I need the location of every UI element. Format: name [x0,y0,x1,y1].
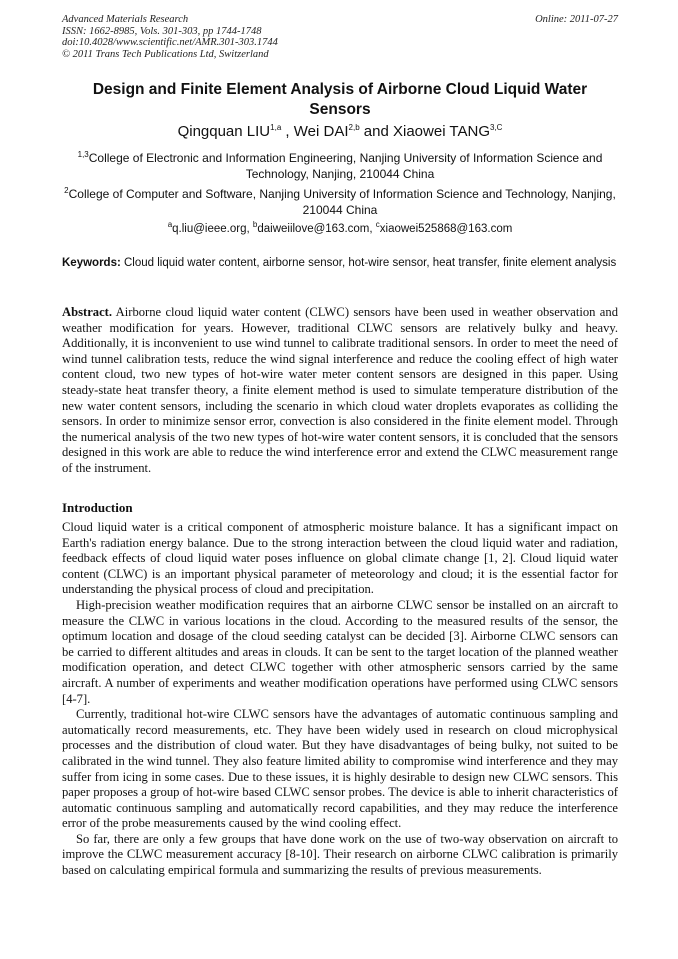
keywords-text: Cloud liquid water content, airborne sensor, hot-wire sensor, heat transfer, finite element analysis [120,257,617,269]
doi-line: doi:10.4028/www.scientific.net/AMR.301-303.1744 [62,37,278,48]
abstract-label: Abstract. [62,305,113,319]
affiliation-2 [62,186,618,218]
email-link[interactable]: daiweiilove@163.com, [257,223,376,235]
author-affil-mark: 3,C [489,123,503,132]
author-emails [62,221,618,237]
affil-mark: 1,3 [77,150,89,159]
paragraph: So far, there are only a few groups that have done work on the use of two-way observation on aircraft to improve the CLWC measurement accuracy [8-10]. Their research on airborne CLWC calibration is primarily based on calculating empirical formula and summarizing the results of previous measurements. [62,831,618,878]
paper-title: Design and Finite Element Analysis of Airborne Cloud Liquid Water Sensors [92,81,588,118]
abstract-block [62,305,618,477]
affiliation-1 [62,150,618,182]
author-affil-mark: 2,b [348,123,360,132]
running-header [62,14,618,60]
author-name: Qingquan LIU [177,123,271,140]
email-mark: a [167,220,173,230]
journal-name: Advanced Materials Research [62,14,189,25]
paragraph: High-precision weather modification requires that an airborne CLWC sensor be installed on an aircraft to measure the CLWC in various locations in the cloud. According to the measured results of the sensor, the optimum location and dosage of the cloud seeding catalyst can be decided [3]. Airborne CLWC sensors can be carried to different altitudes and areas in clouds. It can be sent to the target location of the planned weather modification operation, and detect CLWC together with other atmospheric sensors carried by the same aircraft. A number of experiments and weather modification operations have performed using CLWC sensors [4-7]. [62,597,618,706]
author-name: , Wei DAI [281,123,349,140]
affil-text: College of Computer and Software, Nanjing University of Information Science and Technology, Nanjing, 210044 China [68,187,616,217]
email-link[interactable]: xiaowei525868@163.com [379,223,513,235]
issn-line: ISSN: 1662-8985, Vols. 301-303, pp 1744-1748 [62,25,262,37]
paragraph: Cloud liquid water is a critical component of atmospheric moisture balance. It has a significant impact on Earth's radiation energy balance. Due to the strong interaction between the cloud liquid water and radiation, feedback effects of cloud liquid water poses influence on global climate change [1, 2]. Cloud liquid water content (CLWC) is an important physical parameter of meteorology and cloud; it is the essential factor for understanding the physical process of cloud and precipitation. [62,520,618,597]
keywords-block [62,256,618,271]
author-name: and Xiaowei TANG [359,123,490,140]
online-date: Online: 2011-07-27 [535,14,618,25]
author-list [62,122,618,142]
affil-mark: 2 [64,186,69,195]
email-mark: b [252,220,258,230]
paragraph: Currently, traditional hot-wire CLWC sensors have the advantages of automatic continuous sampling and automatically record measurements, etc. They have been widely used in research on cloud microphysical processes and the distribution of cloud water. But they have disadvantages of being bulky, not suited to be calibrated in the wind tunnel. They also feature limited ability to compromise wind interference and they may suffer from icing in some cases. Due to these issues, it is highly desirable to design new CLWC sensors. This paper proposes a group of hot-wire based CLWC sensor probes. The device is able to inherit characteristics of automatic continuous sampling and automatically record capabilities, and they may reduce the interference error of the probe measurements caused by the wind cooling effect. [62,707,618,831]
affil-text: College of Electronic and Information Engineering, Nanjing University of Information Science and Technology, Nanjing, 210044 China [88,151,603,181]
abstract-text: Airborne cloud liquid water content (CLWC) sensors have been used in weather observation and weather modification for years. However, traditional CLWC sensors are relatively bulky and heavy. Additionally, it is inconvenient to use wind tunnel to calibrate traditional sensors. In order to meet the need of wind tunnel calibration tests, reduce the wind signal interference and reduce the cooling effect of high water content cloud, two new types of hot-wire water meter content sensors are designed in this paper. Using steady-state heat transfer theory, a finite element method is used to simulate temperature distribution of the new water content sensors, including the scenario in which cloud water droplets evaporates as colliding the sensors. In order to minimize sensor error, convection is also considered in the finite element model. Through the numerical analysis of the two new types of hot-wire water content sensors, it is concluded that the sensors designed in this work are able to reduce the wind interference error and extend the CLWC measurement range of the instrument. [62,305,618,475]
email-mark: c [375,220,380,230]
author-affil-mark: 1,a [270,123,282,132]
introduction-body [62,520,618,879]
copyright-line: © 2011 Trans Tech Publications Ltd, Switzerland [62,48,269,60]
section-heading-introduction: Introduction [62,500,133,515]
keywords-label: Keywords: [62,257,121,269]
email-link[interactable]: q.liu@ieee.org, [172,223,253,235]
